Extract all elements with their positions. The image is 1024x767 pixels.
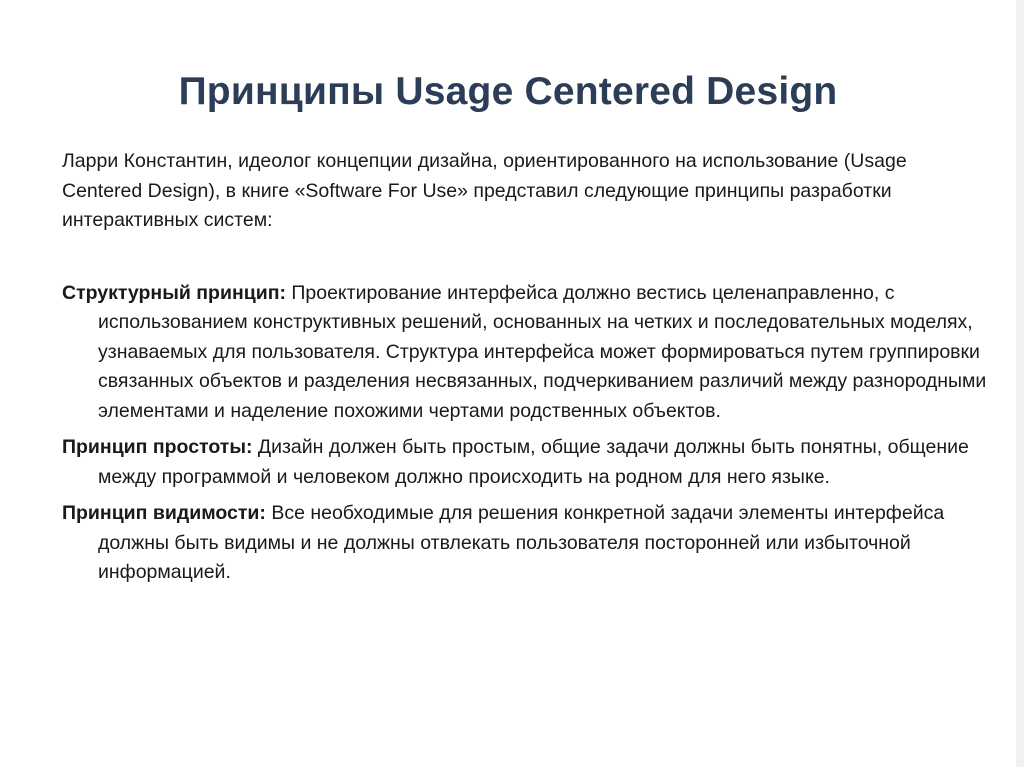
principle-label: Принцип простоты: [62,436,253,458]
principle-visibility [62,499,992,588]
principle-simplicity [62,433,992,492]
principle-structural [62,279,992,427]
principle-text: Все необходимые для решения конкретной задачи элементы интерфейса должны быть видимы и не должны отвлекать пользователя посторонней или избыточной информацией. [98,502,945,583]
principle-label: Структурный принцип: [62,281,286,304]
slide-body [62,147,992,595]
principle-text: Дизайн должен быть простым, общие задачи должны быть понятны, общение между программой и человеком должно происходить на родном для него языке. [98,436,969,488]
intro-paragraph: Ларри Константин, идеолог концепции дизайна, ориентированного на использование (Usage Centered Design), в книге «Software For Use» представил следующие принципы разработки интерактивных систем: [62,150,907,231]
principle-label: Принцип видимости: [62,502,266,524]
principle-text: Проектирование интерфейса должно вестись целенаправленно, с использованием конструктивных решений, основанных на четких и последовательных моделях, узнаваемых для пользователя. Структура интерфейса может формироваться путем группировки связанных объектов и разделения несвязанных, подчеркиванием различий между разнородными элементами и наделение похожими чертами родственных объектов. [98,281,987,422]
slide-title: Принципы Usage Centered Design [178,70,838,113]
